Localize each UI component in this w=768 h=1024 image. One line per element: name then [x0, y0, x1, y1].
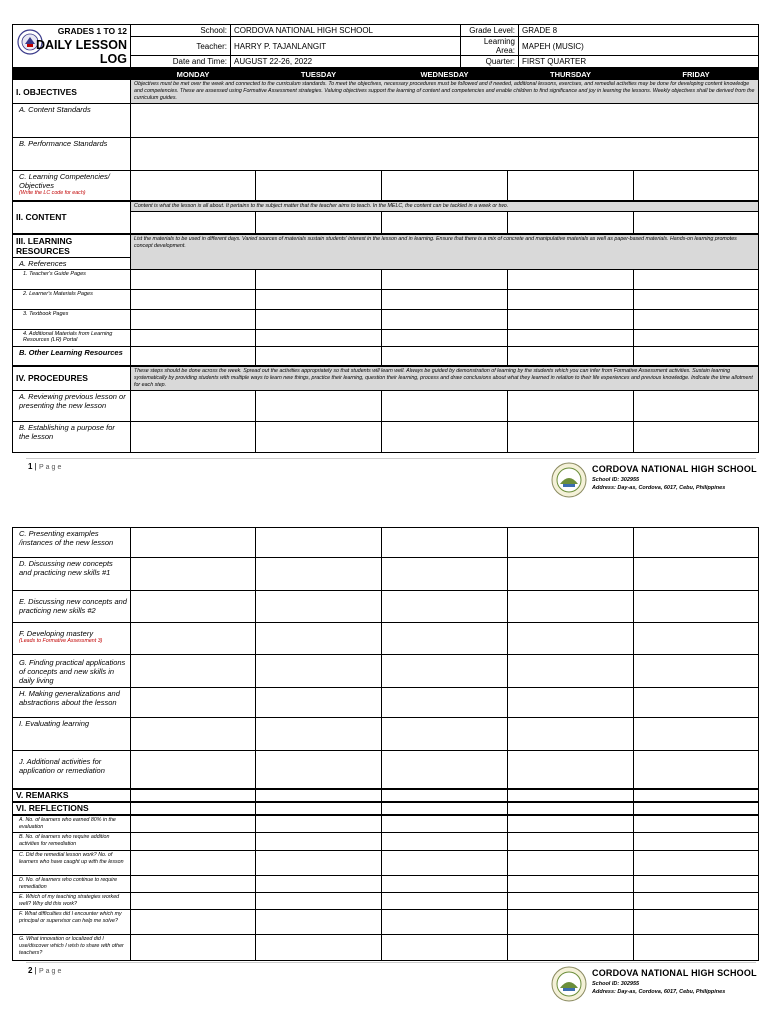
cell-tg-tuesday[interactable]: [256, 270, 382, 290]
document-title: DAILY LESSON LOG: [36, 38, 127, 66]
cell-tg-wednesday[interactable]: [382, 270, 508, 290]
day-thursday: THURSDAY: [508, 69, 634, 80]
header-table: [12, 24, 759, 68]
procedures-heading: IV. PROCEDURES: [13, 366, 131, 391]
cell-review-monday[interactable]: [131, 390, 256, 421]
cell-skills1-wednesday[interactable]: [382, 558, 508, 591]
content-note: Content is what the lesson is all about. It pertains to the subject matter that the teacher aims to teach. In the MELC, the content can be tackled in a week or two.: [131, 201, 759, 212]
cell-purpose-wednesday[interactable]: [382, 421, 508, 452]
cell-review-thursday[interactable]: [508, 390, 634, 421]
cell-remarks-friday[interactable]: [634, 789, 759, 802]
cell-remarks-wednesday[interactable]: [382, 789, 508, 802]
lc-code-note: (Write the LC code for each): [19, 190, 86, 196]
cell-lr-thursday[interactable]: [508, 330, 634, 347]
page-footer-1: [0, 458, 768, 502]
footer-school-id: School ID: 302955: [592, 981, 640, 987]
cell-refl-b-monday[interactable]: [131, 832, 256, 850]
day-monday: MONDAY: [131, 69, 256, 80]
cell-tb-monday[interactable]: [131, 310, 256, 330]
performance-standards-cell[interactable]: [131, 138, 759, 171]
reflections-heading: VI. REFLECTIONS: [13, 802, 131, 815]
cell-remarks-thursday[interactable]: [508, 789, 634, 802]
cell-refl-b-friday[interactable]: [634, 832, 759, 850]
cell-refl-d-friday[interactable]: [634, 875, 759, 892]
reflection-question-d: D. No. of learners who continue to require remediation: [13, 875, 131, 892]
cell-refl-g-tuesday[interactable]: [256, 934, 382, 960]
cell-reflections-tuesday[interactable]: [256, 802, 382, 815]
footer-school-id: School ID: 302955: [592, 477, 640, 483]
reviewing-lesson-label: A. Reviewing previous lesson or presenting the new lesson: [13, 390, 131, 421]
cell-mastery-thursday[interactable]: [508, 623, 634, 655]
cell-refl-a-tuesday[interactable]: [256, 815, 382, 833]
cell-evaluating-wednesday[interactable]: [382, 718, 508, 751]
cell-tb-wednesday[interactable]: [382, 310, 508, 330]
cell-refl-e-monday[interactable]: [131, 892, 256, 909]
procedures-note: These steps should be done across the week. Spread out the activities appropriately so that students will learn well. Always be guided by demonstration of learning by the students which you can infer from Formative Assessment activities. Sustain learning systematically by providing students with multiple ways to learn new things, practice their learning, question their learning, process and draw conclusions about what they learned in relation to their life experiences and previous knowledge. Indicate the time allotment for each step.: [131, 366, 759, 391]
cell-competency-tuesday[interactable]: [256, 171, 382, 201]
cell-refl-e-tuesday[interactable]: [256, 892, 382, 909]
learning-resources-note: List the materials to be used in different days. Varied sources of materials sustain students' interest in the lesson and in learning. Ensure that there is a mix of concrete and manipulative materials as well as paper-based materials. Hands-on learning promotes concept development.: [131, 234, 759, 270]
cell-refl-c-wednesday[interactable]: [382, 850, 508, 875]
header-title-cell: [13, 25, 131, 68]
page-word: Page: [38, 464, 64, 471]
date-time-value: AUGUST 22-26, 2022: [231, 56, 461, 68]
learning-area-label: Learning Area:: [461, 37, 519, 56]
cell-refl-e-friday[interactable]: [634, 892, 759, 909]
cell-refl-c-tuesday[interactable]: [256, 850, 382, 875]
footer-rule: [26, 962, 756, 963]
cell-additional-wednesday[interactable]: [382, 751, 508, 789]
cell-applications-friday[interactable]: [634, 655, 759, 688]
cell-evaluating-monday[interactable]: [131, 718, 256, 751]
lesson-table-page-1: [12, 68, 759, 453]
content-standards-cell[interactable]: [131, 104, 759, 138]
cell-reflections-wednesday[interactable]: [382, 802, 508, 815]
additional-activities-label: J. Additional activities for application or remediation: [13, 751, 131, 789]
other-resources-label: B. Other Learning Resources: [13, 347, 131, 366]
teacher-label: Teacher:: [131, 37, 231, 56]
remarks-heading: V. REMARKS: [13, 789, 131, 802]
cell-mastery-friday[interactable]: [634, 623, 759, 655]
cell-refl-e-wednesday[interactable]: [382, 892, 508, 909]
cell-review-friday[interactable]: [634, 390, 759, 421]
reflection-question-c: C. Did the remedial lesson work? No. of learners who have caught up with the lesson: [13, 850, 131, 875]
cell-refl-a-wednesday[interactable]: [382, 815, 508, 833]
cell-refl-g-monday[interactable]: [131, 934, 256, 960]
cell-skills2-friday[interactable]: [634, 591, 759, 623]
cell-content-tuesday[interactable]: [256, 211, 382, 234]
presenting-examples-label: C. Presenting examples /instances of the new lesson: [13, 528, 131, 558]
quarter-value: FIRST QUARTER: [519, 56, 759, 68]
generalizations-label: H. Making generalizations and abstractions about the lesson: [13, 688, 131, 718]
cell-review-wednesday[interactable]: [382, 390, 508, 421]
discussing-skills-1-label: D. Discussing new concepts and practicing new skills #1: [13, 558, 131, 591]
footer-school-name: CORDOVA NATIONAL HIGH SCHOOL: [592, 968, 757, 978]
cell-competency-thursday[interactable]: [508, 171, 634, 201]
cell-additional-friday[interactable]: [634, 751, 759, 789]
grade-level-value: GRADE 8: [519, 25, 759, 37]
learning-area-value: MAPEH (MUSIC): [519, 37, 759, 56]
cell-purpose-friday[interactable]: [634, 421, 759, 452]
cell-tg-thursday[interactable]: [508, 270, 634, 290]
cell-refl-d-wednesday[interactable]: [382, 875, 508, 892]
cell-generalizations-thursday[interactable]: [508, 688, 634, 718]
cell-lr-monday[interactable]: [131, 330, 256, 347]
discussing-skills-2-label: E. Discussing new concepts and practicing new skills #2: [13, 591, 131, 623]
cell-refl-g-thursday[interactable]: [508, 934, 634, 960]
grades-label: GRADES 1 TO 12: [57, 26, 127, 36]
cell-content-friday[interactable]: [634, 211, 759, 234]
cell-purpose-monday[interactable]: [131, 421, 256, 452]
cell-refl-b-wednesday[interactable]: [382, 832, 508, 850]
teacher-value: HARRY P. TAJANLANGIT: [231, 37, 461, 56]
cell-generalizations-friday[interactable]: [634, 688, 759, 718]
cell-evaluating-thursday[interactable]: [508, 718, 634, 751]
cell-content-wednesday[interactable]: [382, 211, 508, 234]
cell-generalizations-wednesday[interactable]: [382, 688, 508, 718]
practical-applications-label: G. Finding practical applications of concepts and new skills in daily living: [13, 655, 131, 688]
cell-reflections-thursday[interactable]: [508, 802, 634, 815]
cell-refl-d-thursday[interactable]: [508, 875, 634, 892]
reflection-question-b: B. No. of learners who require addition activities for remediation: [13, 832, 131, 850]
cell-tb-tuesday[interactable]: [256, 310, 382, 330]
page-number-value: 2: [28, 966, 33, 975]
cell-refl-a-thursday[interactable]: [508, 815, 634, 833]
date-time-label: Date and Time:: [131, 56, 231, 68]
cell-skills1-monday[interactable]: [131, 558, 256, 591]
cell-refl-b-tuesday[interactable]: [256, 832, 382, 850]
cell-examples-tuesday[interactable]: [256, 528, 382, 558]
cell-tb-thursday[interactable]: [508, 310, 634, 330]
day-friday: FRIDAY: [634, 69, 759, 80]
cell-reflections-friday[interactable]: [634, 802, 759, 815]
cell-refl-c-monday[interactable]: [131, 850, 256, 875]
page-word: Page: [38, 968, 64, 975]
cell-evaluating-friday[interactable]: [634, 718, 759, 751]
cell-applications-tuesday[interactable]: [256, 655, 382, 688]
cell-refl-c-thursday[interactable]: [508, 850, 634, 875]
cell-refl-b-thursday[interactable]: [508, 832, 634, 850]
school-value: CORDOVA NATIONAL HIGH SCHOOL: [231, 25, 461, 37]
day-tuesday: TUESDAY: [256, 69, 382, 80]
footer-school-address: Address: Day-as, Cordova, 6017, Cebu, Philippines: [592, 989, 726, 995]
cell-refl-d-tuesday[interactable]: [256, 875, 382, 892]
cell-evaluating-tuesday[interactable]: [256, 718, 382, 751]
cell-other-friday[interactable]: [634, 347, 759, 366]
cell-remarks-tuesday[interactable]: [256, 789, 382, 802]
content-heading: II. CONTENT: [13, 201, 131, 235]
cell-examples-wednesday[interactable]: [382, 528, 508, 558]
cell-skills1-friday[interactable]: [634, 558, 759, 591]
cell-reflections-monday[interactable]: [131, 802, 256, 815]
cell-refl-f-monday[interactable]: [131, 909, 256, 934]
cell-other-monday[interactable]: [131, 347, 256, 366]
lesson-log-page-1: [12, 24, 758, 453]
cell-skills2-wednesday[interactable]: [382, 591, 508, 623]
cell-examples-friday[interactable]: [634, 528, 759, 558]
cell-additional-tuesday[interactable]: [256, 751, 382, 789]
reflection-question-a: A. No. of learners who earned 80% in the evaluation: [13, 815, 131, 833]
cell-skills1-thursday[interactable]: [508, 558, 634, 591]
cell-refl-a-friday[interactable]: [634, 815, 759, 833]
cell-other-thursday[interactable]: [508, 347, 634, 366]
footer-school-name: CORDOVA NATIONAL HIGH SCHOOL: [592, 464, 757, 474]
learning-competencies-text: C. Learning Competencies/ Objectives: [19, 172, 110, 190]
developing-mastery-text: F. Developing mastery: [19, 629, 94, 638]
cell-refl-f-wednesday[interactable]: [382, 909, 508, 934]
cell-refl-f-tuesday[interactable]: [256, 909, 382, 934]
cell-content-monday[interactable]: [131, 211, 256, 234]
school-label: School:: [131, 25, 231, 37]
page-footer-2: [0, 962, 768, 1006]
cell-review-tuesday[interactable]: [256, 390, 382, 421]
cell-lm-tuesday[interactable]: [256, 290, 382, 310]
performance-standards-label: B. Performance Standards: [13, 138, 131, 171]
reflection-question-g: G. What innovation or localized did I use/discover which I wish to share with other teachers?: [13, 934, 131, 960]
page-number-value: 1: [28, 462, 33, 471]
lr-portal-label: 4. Additional Materials from Learning Resources (LR) Portal: [13, 330, 131, 347]
day-wednesday: WEDNESDAY: [382, 69, 508, 80]
cell-mastery-wednesday[interactable]: [382, 623, 508, 655]
cell-refl-g-wednesday[interactable]: [382, 934, 508, 960]
cell-purpose-thursday[interactable]: [508, 421, 634, 452]
cell-applications-monday[interactable]: [131, 655, 256, 688]
cell-skills1-tuesday[interactable]: [256, 558, 382, 591]
footer-rule: [26, 458, 756, 459]
page-number: 1 | Page: [28, 462, 64, 471]
cell-skills2-tuesday[interactable]: [256, 591, 382, 623]
cell-tg-monday[interactable]: [131, 270, 256, 290]
cell-refl-e-thursday[interactable]: [508, 892, 634, 909]
cell-skills2-thursday[interactable]: [508, 591, 634, 623]
cell-lm-thursday[interactable]: [508, 290, 634, 310]
cell-additional-monday[interactable]: [131, 751, 256, 789]
grade-level-label: Grade Level:: [461, 25, 519, 37]
textbook-pages-label: 3. Textbook Pages: [13, 310, 131, 330]
developing-mastery-label: [13, 623, 131, 655]
cell-additional-thursday[interactable]: [508, 751, 634, 789]
cell-refl-d-monday[interactable]: [131, 875, 256, 892]
content-standards-label: A. Content Standards: [13, 104, 131, 138]
cell-generalizations-monday[interactable]: [131, 688, 256, 718]
cell-mastery-monday[interactable]: [131, 623, 256, 655]
references-label: A. References: [13, 258, 131, 270]
learners-materials-label: 2. Learner's Materials Pages: [13, 290, 131, 310]
school-seal-icon: [551, 966, 587, 1002]
cell-applications-wednesday[interactable]: [382, 655, 508, 688]
cell-content-thursday[interactable]: [508, 211, 634, 234]
cell-refl-g-friday[interactable]: [634, 934, 759, 960]
cell-skills2-monday[interactable]: [131, 591, 256, 623]
cell-refl-f-friday[interactable]: [634, 909, 759, 934]
cell-refl-c-friday[interactable]: [634, 850, 759, 875]
evaluating-learning-label: I. Evaluating learning: [13, 718, 131, 751]
lesson-table-page-2: [12, 527, 759, 961]
day-header-blank: [13, 69, 131, 80]
cell-lm-wednesday[interactable]: [382, 290, 508, 310]
cell-generalizations-tuesday[interactable]: [256, 688, 382, 718]
cell-other-wednesday[interactable]: [382, 347, 508, 366]
cell-lm-monday[interactable]: [131, 290, 256, 310]
learning-resources-heading: III. LEARNING RESOURCES: [13, 234, 131, 258]
teachers-guide-label: 1. Teacher's Guide Pages: [13, 270, 131, 290]
formative-assessment-note: (Leads to Formative Assessment 3): [19, 638, 103, 644]
establishing-purpose-label: B. Establishing a purpose for the lesson: [13, 421, 131, 452]
cell-refl-f-thursday[interactable]: [508, 909, 634, 934]
cell-applications-thursday[interactable]: [508, 655, 634, 688]
quarter-label: Quarter:: [461, 56, 519, 68]
cell-competency-monday[interactable]: [131, 171, 256, 201]
objectives-heading: I. OBJECTIVES: [13, 80, 131, 104]
reflection-question-e: E. Which of my teaching strategies worked well? Why did this work?: [13, 892, 131, 909]
cell-competency-friday[interactable]: [634, 171, 759, 201]
page-number: 2 | Page: [28, 966, 64, 975]
reflection-question-f: F. What difficulties did I encounter which my principal or supervisor can help me solve?: [13, 909, 131, 934]
cell-examples-monday[interactable]: [131, 528, 256, 558]
cell-lr-wednesday[interactable]: [382, 330, 508, 347]
cell-remarks-monday[interactable]: [131, 789, 256, 802]
cell-lr-tuesday[interactable]: [256, 330, 382, 347]
cell-purpose-tuesday[interactable]: [256, 421, 382, 452]
lesson-log-page-2: [12, 527, 758, 961]
school-seal-icon: [551, 462, 587, 498]
cell-examples-thursday[interactable]: [508, 528, 634, 558]
cell-lm-friday[interactable]: [634, 290, 759, 310]
cell-tb-friday[interactable]: [634, 310, 759, 330]
cell-competency-wednesday[interactable]: [382, 171, 508, 201]
cell-other-tuesday[interactable]: [256, 347, 382, 366]
cell-refl-a-monday[interactable]: [131, 815, 256, 833]
cell-mastery-tuesday[interactable]: [256, 623, 382, 655]
objectives-note: Objectives must be met over the week and connected to the curriculum standards. To meet the objectives, necessary procedures must be followed and if needed, additional lessons, exercises, and remedial activities may be done for developing content knowledge and competencies. These are assessed using Formative Assessment strategies. Valuing objectives support the learning of content and competencies and enable children to find significance and joy in learning the lessons. Weekly objectives shall be derived from the curriculum guides.: [131, 80, 759, 104]
cell-lr-friday[interactable]: [634, 330, 759, 347]
footer-school-address: Address: Day-as, Cordova, 6017, Cebu, Philippines: [592, 485, 726, 491]
learning-competencies-label: [13, 171, 131, 201]
cell-tg-friday[interactable]: [634, 270, 759, 290]
